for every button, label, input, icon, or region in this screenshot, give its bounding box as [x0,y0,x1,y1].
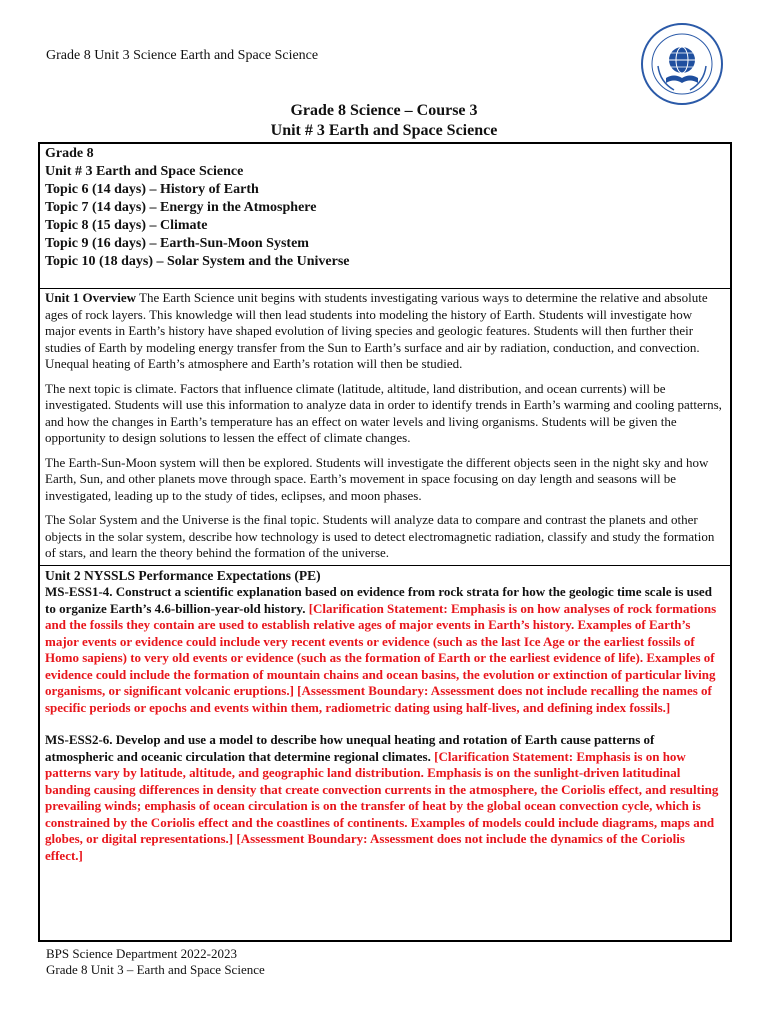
overview-paragraph-1 [45,290,725,373]
course-title: Grade 8 Science – Course 3 [290,102,478,119]
unit-label: Unit # 3 Earth and Space Science [45,164,244,179]
document-title [0,101,768,141]
unit-title: Unit # 3 Earth and Space Science [270,122,498,139]
topics-section [40,144,730,289]
topic-8: Topic 8 (15 days) – Climate [45,218,208,233]
pe-ess2-6-statement: MS-ESS2-6. Develop and use a model to describe how unequal heating and rotation of Earth cause patterns of atmospheric and oceanic circulation that determine regional climates. [45,732,655,764]
footer-unit: Grade 8 Unit 3 – Earth and Space Science [46,962,265,977]
performance-expectations-section [40,566,730,864]
grade-label: Grade 8 [45,146,94,161]
overview-paragraph-2: The next topic is climate. Factors that influence climate (latitude, altitude, land distribution, and ocean currents) will be investigated. Students will use this information to analyze data in order to identify trends in Earth’s warming and cooling patterns, and how the changes in Earth’s temperature has an effect on water levels and living organisms. Students will be given the opportunity to design solutions to lessen the effect of climate changes. [45,380,722,445]
topic-7: Topic 7 (14 days) – Energy in the Atmosphere [45,200,317,215]
topic-6: Topic 6 (14 days) – History of Earth [45,182,259,197]
overview-text-1: The Earth Science unit begins with students investigating various ways to determine the relative and absolute ages of rock layers. This knowledge will then lead students into modeling the history of Earth. Students will investigate how major events in Earth’s history have shaped evolution of living species and geologic features. Students will then further their studies of Earth by modeling energy transfer from the Sun to Earth’s surface and air by radiation, conduction, and convection. Unequal heating of Earth’s atmosphere and Earth’s rotation will then be studied. [45,290,708,371]
topic-10: Topic 10 (18 days) – Solar System and the Universe [45,254,350,269]
pe-ess1-4-statement: MS-ESS1-4. Construct a scientific explanation based on evidence from rock strata for how the geologic time scale is used to organize Earth’s 4.6-billion-year-old history. [45,584,712,616]
school-seal-logo [640,22,724,106]
pe-ess2-6 [45,732,725,864]
pe-ess1-4 [45,584,725,716]
page-footer [46,946,265,978]
overview-paragraph-4: The Solar System and the Universe is the final topic. Students will analyze data to compare and contrast the planets and other objects in the solar system, describe how technology is used to detect electromagnetic radiation, classify and study the formation of stars, and learn the theory behind the formation of the universe. [45,512,715,560]
footer-department: BPS Science Department 2022-2023 [46,946,237,961]
page-header: Grade 8 Unit 3 Science Earth and Space Science [46,48,319,63]
topic-9: Topic 9 (16 days) – Earth-Sun-Moon System [45,236,309,251]
pe-title: Unit 2 NYSSLS Performance Expectations (PE) [45,568,321,583]
overview-section [40,289,730,566]
pe-ess1-4-clarification: [Clarification Statement: Emphasis is on how analyses of rock formations and the fossils they contain are used to establish relative ages of major events in Earth’s history. Examples of Earth’s major events or evidence could include very recent events or evidence (such as the last Ice Age or the earliest fossils of Homo sapiens) to very old events or evidence (such as the formation of Earth or the earliest evidence of life). Examples of evidence could include the formation of mountain chains and ocean basins, the evolution or extinction of particular living organisms, or significant volcanic eruptions.] [Assessment Boundary: Assessment does not include recalling the names of specific periods or epochs and events within them, radiometric dating using half-lives, and defining index fossils.] [45,600,717,715]
pe-ess2-6-clarification: [Clarification Statement: Emphasis is on how patterns vary by latitude, altitude, and geographic land distribution. Emphasis is on the sunlight-driven latitudinal banding causing differences in density that create convection currents in the atmosphere, the Coriolis effect, and resulting prevailing winds; emphasis of ocean circulation is on the transfer of heat by the global ocean convection cycle, which is constrained by the Coriolis effect and the coastlines of continents. Examples of models could include diagrams, maps and globes, or digital representations.] [Assessment Boundary: Assessment does not include the dynamics of the Coriolis effect.] [45,748,719,863]
overview-label: Unit 1 Overview [45,290,136,305]
overview-paragraph-3: The Earth-Sun-Moon system will then be explored. Students will investigate the different objects seen in the night sky and how Earth, Sun, and other planets move through space. Earth’s movement in space focusing on day length and seasons will be investigated, leading up to the study of tides, eclipses, and moon phases. [45,454,709,503]
unit-table [38,142,732,942]
